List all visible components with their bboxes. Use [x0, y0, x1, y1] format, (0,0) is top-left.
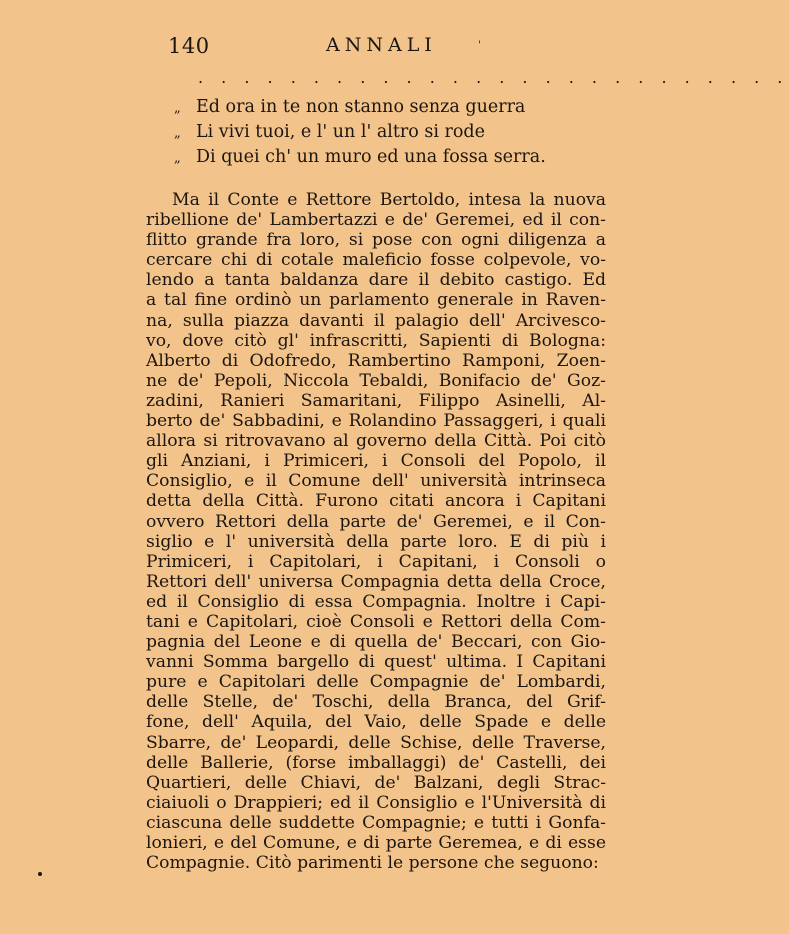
paragraph-line: ed il Consiglio di essa Compagnia. Inoltre i Capi- — [146, 591, 606, 612]
paragraph-line: Consiglio, e il Comune dell' università intrinseca — [146, 471, 606, 492]
paragraph-line: gli Anziani, i Primiceri, i Consoli del Popolo, il — [146, 451, 606, 472]
margin-speck — [38, 872, 42, 876]
paragraph-line: ne de' Pepoli, Niccola Tebaldi, Bonifacio de' Goz- — [146, 370, 606, 391]
paragraph-line: ciaiuoli o Drappieri; ed il Consiglio e l'Università di — [146, 792, 606, 813]
paragraph-line: ribellione de' Lambertazzi e de' Geremei, ed il con- — [146, 210, 606, 231]
verse-line-text: Di quei ch' un muro ed una fossa serra. — [196, 147, 546, 167]
verse-line — [174, 120, 614, 145]
paragraph-line: siglio e l' università della parte loro. E di più i — [146, 531, 606, 552]
running-head: ANNALI — [326, 34, 437, 56]
paragraph-line: Primiceri, i Capitolari, i Capitani, i Consoli o — [146, 551, 606, 572]
paragraph-line: lendo a tanta baldanza dare il debito castigo. Ed — [146, 270, 606, 291]
paragraph-line: Alberto di Odofredo, Rambertino Ramponi, Zoen- — [146, 350, 606, 371]
paragraph-line: pure e Capitolari delle Compagnie de' Lombardi, — [146, 672, 606, 693]
quote-mark: „ — [174, 101, 181, 116]
paragraph-line: cercare chi di cotale maleficio fosse colpevole, vo- — [146, 250, 606, 271]
verse-line-text: Li vivi tuoi, e l' un l' altro si rode — [196, 122, 485, 142]
paragraph-line: tani e Capitolari, cioè Consoli e Rettori della Com- — [146, 611, 606, 632]
paragraph-line: detta della Città. Furono citati ancora i Capitani — [146, 491, 606, 512]
verse-ellipsis: . . . . . . . . . . . . . . . . . . . . . . . . . . — [198, 68, 789, 87]
paragraph-line: vo, dove citò gl' infrascritti, Sapienti di Bologna: — [146, 330, 606, 351]
page-number: 140 — [168, 34, 210, 58]
quote-mark: „ — [174, 126, 181, 141]
paragraph-line: zadini, Ranieri Samaritani, Filippo Asinelli, Al- — [146, 390, 606, 411]
header-ornament: ' — [478, 40, 481, 51]
verse-line — [174, 95, 614, 120]
paragraph-line: allora si ritrovavano al governo della Città. Poi citò — [146, 431, 606, 452]
paragraph-line: a tal fine ordinò un parlamento generale in Raven- — [146, 290, 606, 311]
paragraph-line: Quartieri, delle Chiavi, de' Balzani, degli Strac- — [146, 772, 606, 793]
paragraph-line: Compagnie. Citò parimenti le persone che seguono: — [146, 853, 599, 874]
paragraph-line: delle Stelle, de' Toschi, della Branca, del Grif- — [146, 692, 606, 713]
paragraph-line: fone, dell' Aquila, del Vaio, delle Spade e delle — [146, 712, 606, 733]
paragraph-line: Rettori dell' universa Compagnia detta della Croce, — [146, 571, 606, 592]
paragraph-line: Ma il Conte e Rettore Bertoldo, intesa la nuova — [172, 190, 606, 210]
verse-line — [174, 145, 614, 170]
paragraph-line: na, sulla piazza davanti il palagio dell' Arcivesco- — [146, 310, 606, 331]
paragraph-line: pagnia del Leone e di quella de' Beccari, con Gio- — [146, 632, 606, 653]
verse-quotation — [174, 95, 614, 170]
paragraph-line: flitto grande fra loro, si pose con ogni diligenza a — [146, 230, 606, 251]
body-paragraph — [146, 190, 606, 873]
paragraph-line: Sbarre, de' Leopardi, delle Schise, delle Traverse, — [146, 732, 606, 753]
paragraph-line: delle Ballerie, (forse imballaggi) de' Castelli, dei — [146, 752, 606, 773]
paragraph-line: ovvero Rettori della parte de' Geremei, e il Con- — [146, 511, 606, 532]
quote-mark: „ — [174, 151, 181, 166]
paragraph-line: lonieri, e del Comune, e di parte Geremea, e di esse — [146, 833, 606, 853]
paragraph-line: vanni Somma bargello di quest' ultima. I Capitani — [146, 652, 606, 673]
verse-line-text: Ed ora in te non stanno senza guerra — [196, 97, 526, 117]
paragraph-line: ciascuna delle suddette Compagnie; e tutti i Gonfa- — [146, 812, 606, 833]
paragraph-line: berto de' Sabbadini, e Rolandino Passaggeri, i quali — [146, 411, 606, 432]
